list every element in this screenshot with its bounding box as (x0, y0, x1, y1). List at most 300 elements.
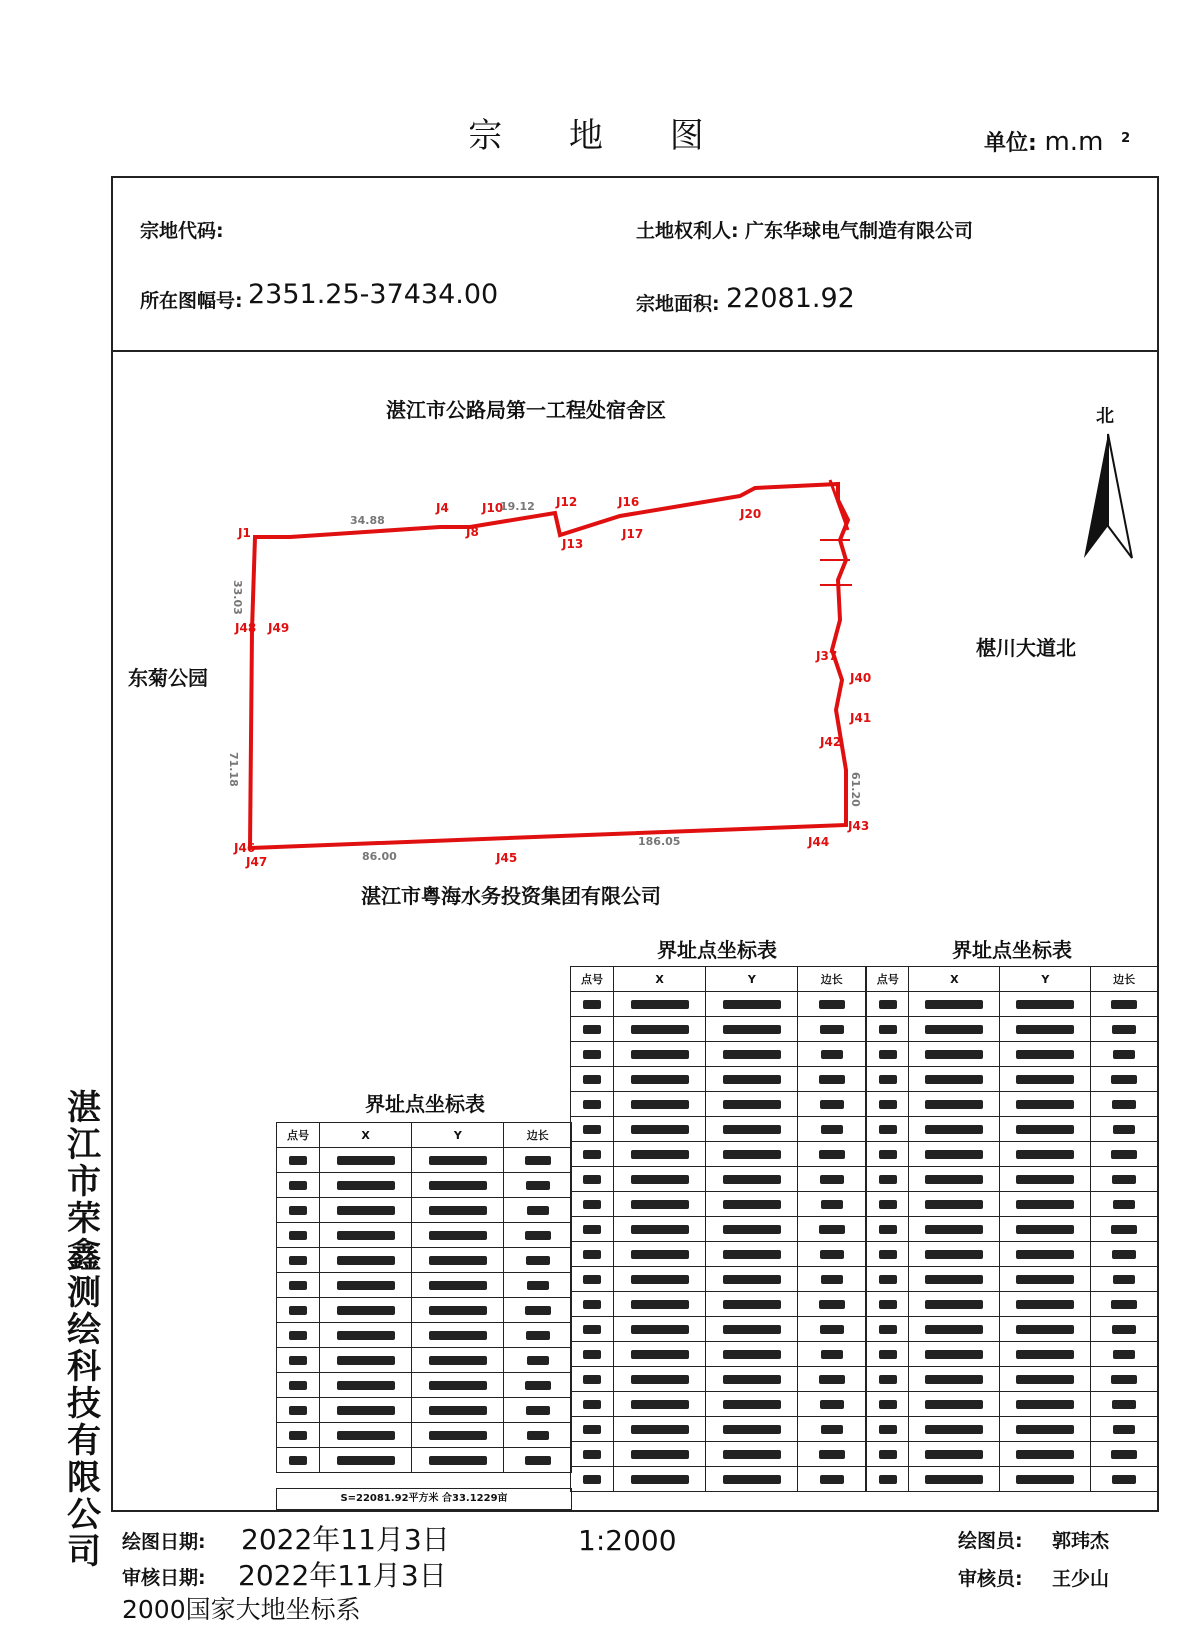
table-row (277, 1373, 572, 1398)
table-cell (504, 1148, 572, 1173)
illegible-value (819, 1075, 845, 1084)
segment-length: 34.88 (350, 514, 385, 527)
illegible-value (631, 1275, 689, 1284)
illegible-value (879, 1025, 897, 1034)
table-row (867, 1342, 1158, 1367)
table-header-cell: 点号 (571, 967, 614, 992)
checker-label: 审核员: (958, 1568, 1023, 1590)
table-row (277, 1398, 572, 1423)
illegible-value (723, 1225, 781, 1234)
illegible-value (1016, 1000, 1074, 1009)
illegible-value (925, 1375, 983, 1384)
illegible-value (526, 1256, 550, 1265)
table-row (277, 1148, 572, 1173)
table-cell (867, 1117, 909, 1142)
illegible-value (429, 1431, 487, 1440)
table-cell (614, 1167, 706, 1192)
table-cell (706, 1367, 798, 1392)
table-header-cell: 点号 (867, 967, 909, 992)
table-cell (571, 1342, 614, 1367)
table-cell (1000, 1192, 1091, 1217)
table-cell (867, 1417, 909, 1442)
illegible-value (1111, 1150, 1137, 1159)
illegible-value (583, 1125, 601, 1134)
illegible-value (1112, 1325, 1136, 1334)
illegible-value (527, 1206, 549, 1215)
table-cell (614, 1442, 706, 1467)
table-cell (798, 1467, 866, 1492)
illegible-value (1016, 1175, 1074, 1184)
table-row (571, 1317, 866, 1342)
illegible-value (1016, 1225, 1074, 1234)
illegible-value (429, 1406, 487, 1415)
illegible-value (631, 1200, 689, 1209)
table-header-cell: Y (706, 967, 798, 992)
illegible-value (631, 1250, 689, 1259)
illegible-value (1016, 1275, 1074, 1284)
table-cell (614, 1317, 706, 1342)
point-label: J17 (622, 527, 644, 541)
table-cell (571, 1292, 614, 1317)
table-cell (571, 1242, 614, 1267)
illegible-value (1113, 1275, 1135, 1284)
table-header-cell: 边长 (504, 1123, 572, 1148)
illegible-value (1113, 1425, 1135, 1434)
table-cell (614, 1342, 706, 1367)
table-cell (909, 1042, 1000, 1067)
illegible-value (337, 1206, 395, 1215)
illegible-value (1016, 1150, 1074, 1159)
illegible-value (526, 1331, 550, 1340)
illegible-value (631, 1375, 689, 1384)
table-cell (867, 1442, 909, 1467)
illegible-value (925, 1325, 983, 1334)
illegible-value (631, 1175, 689, 1184)
illegible-value (583, 1475, 601, 1484)
company-vertical-name: 湛江市荣鑫测绘科技有限公司 (67, 1088, 101, 1572)
table-cell (277, 1373, 320, 1398)
illegible-value (925, 1200, 983, 1209)
table-cell (867, 1067, 909, 1092)
table-cell (706, 1342, 798, 1367)
illegible-value (821, 1050, 843, 1059)
owner-value: 广东华球电气制造有限公司 (745, 220, 974, 242)
table-row (867, 1242, 1158, 1267)
illegible-value (723, 1450, 781, 1459)
table-cell (614, 1142, 706, 1167)
illegible-value (925, 1475, 983, 1484)
illegible-value (583, 1425, 601, 1434)
table-cell (798, 1042, 866, 1067)
table-cell (504, 1173, 572, 1198)
table-cell (571, 1067, 614, 1092)
illegible-value (583, 1400, 601, 1409)
parcel-boundary (250, 480, 852, 848)
illegible-value (925, 1075, 983, 1084)
illegible-value (1016, 1050, 1074, 1059)
table-cell (706, 1242, 798, 1267)
illegible-value (723, 1050, 781, 1059)
point-label: J37 (816, 649, 838, 663)
unit-superscript: 2 (1121, 130, 1131, 146)
table-cell (909, 1417, 1000, 1442)
table-cell (798, 1317, 866, 1342)
table-row (571, 1092, 866, 1117)
table-cell (798, 1242, 866, 1267)
table-cell (614, 1292, 706, 1317)
illegible-value (925, 1000, 983, 1009)
segment-length: 86.00 (362, 850, 397, 863)
illegible-value (1016, 1425, 1074, 1434)
illegible-value (337, 1156, 395, 1165)
point-label: J42 (820, 735, 842, 749)
illegible-value (337, 1406, 395, 1415)
illegible-value (723, 1075, 781, 1084)
table-cell (1091, 1117, 1158, 1142)
illegible-value (879, 1200, 897, 1209)
table-cell (504, 1248, 572, 1273)
illegible-value (925, 1275, 983, 1284)
table-cell (614, 1117, 706, 1142)
draw-date-value: 2022年11月3日 (241, 1523, 450, 1556)
table-cell (1091, 1342, 1158, 1367)
table-cell (798, 1367, 866, 1392)
illegible-value (429, 1356, 487, 1365)
table-cell (706, 1217, 798, 1242)
table-cell (798, 1392, 866, 1417)
table-cell (1091, 1317, 1158, 1342)
illegible-value (289, 1331, 307, 1340)
table-cell (277, 1423, 320, 1448)
table-cell (1000, 1392, 1091, 1417)
table-cell (867, 1042, 909, 1067)
table-cell (412, 1198, 504, 1223)
illegible-value (525, 1231, 551, 1240)
table-cell (571, 1017, 614, 1042)
table-cell (571, 1442, 614, 1467)
table-row (571, 1217, 866, 1242)
illegible-value (819, 1300, 845, 1309)
illegible-value (583, 1000, 601, 1009)
table-row (571, 1292, 866, 1317)
table-cell (571, 1167, 614, 1192)
illegible-value (527, 1281, 549, 1290)
table-cell (614, 1192, 706, 1217)
illegible-value (723, 1000, 781, 1009)
illegible-value (429, 1456, 487, 1465)
illegible-value (723, 1425, 781, 1434)
table-cell (614, 1267, 706, 1292)
table-cell (571, 1217, 614, 1242)
illegible-value (723, 1350, 781, 1359)
table-cell (909, 1217, 1000, 1242)
illegible-value (429, 1331, 487, 1340)
table-cell (412, 1148, 504, 1173)
table-row (571, 1417, 866, 1442)
illegible-value (631, 1100, 689, 1109)
table-cell (571, 1417, 614, 1442)
illegible-value (583, 1200, 601, 1209)
table-cell (320, 1148, 412, 1173)
illegible-value (1112, 1400, 1136, 1409)
table-cell (504, 1198, 572, 1223)
illegible-value (429, 1181, 487, 1190)
point-label: J13 (562, 537, 584, 551)
illegible-value (820, 1025, 844, 1034)
illegible-value (1113, 1125, 1135, 1134)
illegible-value (525, 1306, 551, 1315)
illegible-value (631, 1075, 689, 1084)
table-cell (412, 1173, 504, 1198)
table-row (571, 1167, 866, 1192)
scale: 1:2000 (578, 1524, 677, 1557)
table-cell (909, 1392, 1000, 1417)
illegible-value (583, 1150, 601, 1159)
illegible-value (925, 1250, 983, 1259)
table-cell (412, 1298, 504, 1323)
illegible-value (723, 1100, 781, 1109)
illegible-value (1111, 1075, 1137, 1084)
table-row (867, 1167, 1158, 1192)
illegible-value (723, 1200, 781, 1209)
illegible-value (925, 1350, 983, 1359)
illegible-value (723, 1150, 781, 1159)
table-cell (1091, 1242, 1158, 1267)
illegible-value (289, 1381, 307, 1390)
table-cell (571, 1392, 614, 1417)
illegible-value (925, 1100, 983, 1109)
illegible-value (723, 1275, 781, 1284)
illegible-value (819, 1150, 845, 1159)
point-label: J4 (436, 501, 449, 515)
illegible-value (879, 1325, 897, 1334)
table-cell (320, 1273, 412, 1298)
coord-table-3 (866, 966, 1158, 1492)
table-cell (412, 1373, 504, 1398)
illegible-value (527, 1431, 549, 1440)
table-cell (1091, 1042, 1158, 1067)
point-label: J10 (482, 501, 504, 515)
illegible-value (583, 1350, 601, 1359)
illegible-value (1111, 1225, 1137, 1234)
illegible-value (525, 1381, 551, 1390)
table-cell (798, 1417, 866, 1442)
table-cell (614, 1217, 706, 1242)
illegible-value (1016, 1450, 1074, 1459)
table-cell (320, 1248, 412, 1273)
table-cell (614, 1417, 706, 1442)
illegible-value (583, 1175, 601, 1184)
table-row (867, 1442, 1158, 1467)
illegible-value (723, 1125, 781, 1134)
table-cell (614, 1042, 706, 1067)
table-cell (1091, 1067, 1158, 1092)
table-cell (320, 1448, 412, 1473)
table-row (571, 1267, 866, 1292)
table-cell (1091, 1217, 1158, 1242)
point-label: J46 (234, 841, 256, 855)
illegible-value (631, 1000, 689, 1009)
table-cell (798, 1067, 866, 1092)
table-cell (1091, 1017, 1158, 1042)
table-cell (706, 1042, 798, 1067)
illegible-value (879, 1375, 897, 1384)
table-cell (706, 1192, 798, 1217)
table-row (571, 1142, 866, 1167)
point-labels (233, 495, 871, 869)
illegible-value (526, 1181, 550, 1190)
illegible-value (429, 1281, 487, 1290)
point-label: J41 (850, 711, 872, 725)
table-cell (909, 1317, 1000, 1342)
point-label: J40 (850, 671, 872, 685)
table-row (867, 1117, 1158, 1142)
illegible-value (821, 1200, 843, 1209)
illegible-value (879, 1350, 897, 1359)
table-cell (1091, 1367, 1158, 1392)
illegible-value (1016, 1125, 1074, 1134)
illegible-value (925, 1050, 983, 1059)
illegible-value (1112, 1250, 1136, 1259)
illegible-value (879, 1250, 897, 1259)
table-row (277, 1248, 572, 1273)
point-label: J43 (848, 819, 870, 833)
point-label: J1 (238, 526, 251, 540)
table-cell (1091, 1467, 1158, 1492)
table-cell (1000, 1092, 1091, 1117)
table-cell (798, 1267, 866, 1292)
illegible-value (723, 1300, 781, 1309)
illegible-value (723, 1375, 781, 1384)
illegible-value (879, 1400, 897, 1409)
illegible-value (337, 1256, 395, 1265)
illegible-value (337, 1381, 395, 1390)
area-label: 宗地面积: (636, 293, 720, 315)
table-cell (867, 1317, 909, 1342)
illegible-value (1112, 1100, 1136, 1109)
table-cell (571, 1042, 614, 1067)
table-cell (867, 1017, 909, 1042)
adjacent-west: 东菊公园 (128, 666, 208, 690)
illegible-value (879, 1050, 897, 1059)
unit-label: 单位: (984, 131, 1037, 156)
illegible-value (820, 1100, 844, 1109)
illegible-value (1016, 1200, 1074, 1209)
checker-value: 王少山 (1052, 1568, 1110, 1590)
table-cell (614, 1392, 706, 1417)
table-row (571, 1467, 866, 1492)
table-row (571, 1342, 866, 1367)
table-row (571, 1067, 866, 1092)
coord-system: 2000国家大地坐标系 (122, 1595, 361, 1624)
table-cell (706, 1017, 798, 1042)
illegible-value (879, 1300, 897, 1309)
illegible-value (723, 1250, 781, 1259)
illegible-value (1016, 1250, 1074, 1259)
illegible-value (631, 1125, 689, 1134)
table-cell (1000, 1042, 1091, 1067)
table-cell (706, 1142, 798, 1167)
illegible-value (337, 1181, 395, 1190)
illegible-value (1112, 1025, 1136, 1034)
table-cell (867, 1092, 909, 1117)
table-cell (320, 1373, 412, 1398)
table-header-cell: X (909, 967, 1000, 992)
illegible-value (1016, 1350, 1074, 1359)
illegible-value (820, 1325, 844, 1334)
table-cell (706, 1267, 798, 1292)
table-cell (867, 1267, 909, 1292)
table-cell (1000, 1367, 1091, 1392)
table-cell (706, 992, 798, 1017)
illegible-value (1016, 1075, 1074, 1084)
table-cell (412, 1398, 504, 1423)
sheet-no-label: 所在图幅号: (140, 290, 243, 312)
illegible-value (583, 1075, 601, 1084)
coord-table-2 (570, 966, 866, 1492)
check-date-value: 2022年11月3日 (238, 1559, 447, 1592)
table-cell (909, 1142, 1000, 1167)
illegible-value (1016, 1025, 1074, 1034)
table-cell (320, 1398, 412, 1423)
table-row (277, 1223, 572, 1248)
illegible-value (879, 1000, 897, 1009)
illegible-value (429, 1231, 487, 1240)
table-cell (1000, 1267, 1091, 1292)
table-row (277, 1323, 572, 1348)
table-row (867, 1217, 1158, 1242)
table-row (867, 1292, 1158, 1317)
table-header-cell: 边长 (798, 967, 866, 992)
table-row (277, 1348, 572, 1373)
table-cell (798, 1092, 866, 1117)
table-cell (320, 1223, 412, 1248)
table-row (867, 1317, 1158, 1342)
table-cell (1000, 1342, 1091, 1367)
illegible-value (631, 1475, 689, 1484)
table-cell (571, 1117, 614, 1142)
table-cell (1000, 1217, 1091, 1242)
table-cell (277, 1323, 320, 1348)
adjacent-north: 湛江市公路局第一工程处宿舍区 (386, 398, 666, 422)
illegible-value (631, 1150, 689, 1159)
table-cell (277, 1448, 320, 1473)
table-header-cell: 点号 (277, 1123, 320, 1148)
illegible-value (429, 1306, 487, 1315)
segment-length: 186.05 (638, 835, 681, 848)
table-header-cell: X (320, 1123, 412, 1148)
segment-length: 19.12 (500, 500, 535, 513)
illegible-value (925, 1175, 983, 1184)
segment-length: 61.20 (849, 772, 862, 807)
illegible-value (583, 1250, 601, 1259)
table-cell (504, 1348, 572, 1373)
table-cell (412, 1223, 504, 1248)
table-cell (706, 1117, 798, 1142)
table-cell (504, 1323, 572, 1348)
table-cell (277, 1148, 320, 1173)
table-row (571, 1242, 866, 1267)
table-cell (909, 1367, 1000, 1392)
illegible-value (1111, 1300, 1137, 1309)
table-cell (504, 1298, 572, 1323)
point-label: J49 (268, 621, 290, 635)
illegible-value (1112, 1175, 1136, 1184)
table-cell (1091, 1442, 1158, 1467)
illegible-value (429, 1156, 487, 1165)
table-cell (909, 1342, 1000, 1367)
table-cell (504, 1373, 572, 1398)
